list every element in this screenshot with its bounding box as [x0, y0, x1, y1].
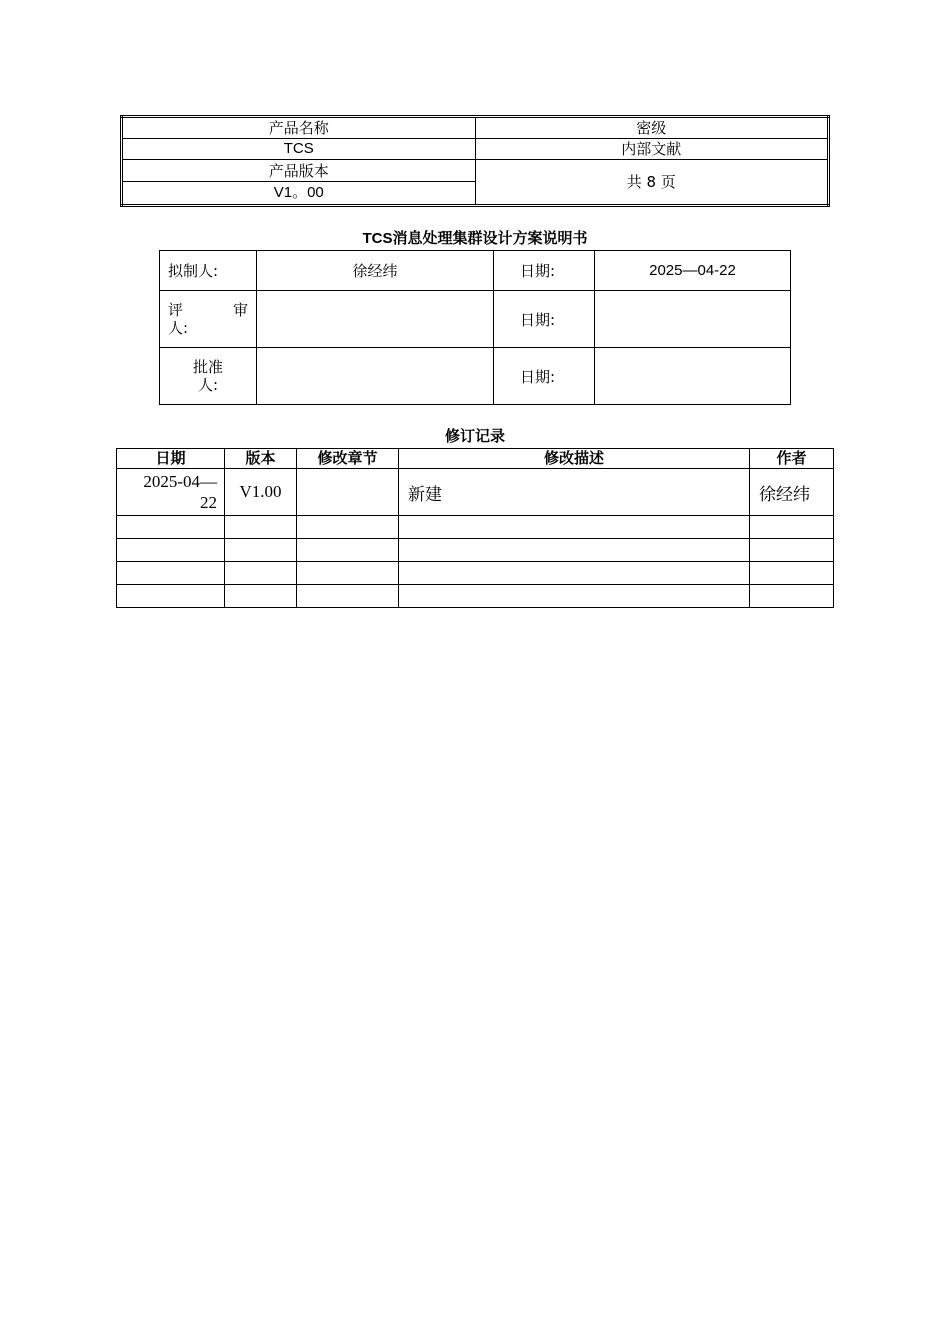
approver-label: [160, 348, 257, 405]
empty-cell: [225, 585, 297, 608]
reviewer-name: [257, 291, 494, 348]
reviewer-label: [160, 291, 257, 348]
revision-header-date: 日期: [117, 449, 225, 469]
approver-date: [595, 348, 791, 405]
product-name-value: TCS: [122, 139, 476, 160]
reviewer-label-part: 评: [168, 301, 184, 319]
empty-cell: [399, 516, 750, 539]
empty-cell: [117, 562, 225, 585]
table-row: [117, 469, 834, 516]
revision-version: V1.00: [225, 469, 297, 516]
revision-date: [117, 469, 225, 516]
empty-cell: [225, 562, 297, 585]
table-row: [117, 516, 834, 539]
empty-cell: [225, 539, 297, 562]
empty-cell: [117, 585, 225, 608]
empty-cell: [117, 516, 225, 539]
revision-header-version: 版本: [225, 449, 297, 469]
revision-date-line: 2025-04—: [143, 472, 217, 491]
empty-cell: [297, 539, 399, 562]
approver-date-label: 日期:: [494, 348, 595, 405]
table-row: [117, 585, 834, 608]
revision-title: 修订记录: [444, 427, 505, 445]
empty-cell: [750, 585, 834, 608]
revision-author: 徐经纬: [750, 469, 834, 516]
empty-cell: [297, 562, 399, 585]
document-title: TCS消息处理集群设计方案说明书: [362, 230, 588, 247]
secrecy-value: 内部文献: [475, 139, 829, 160]
empty-cell: [297, 585, 399, 608]
empty-cell: [750, 562, 834, 585]
page-count: 共 8 页: [475, 160, 829, 206]
reviewer-label-part: 审: [232, 301, 248, 319]
product-name-label: 产品名称: [122, 117, 476, 139]
drafter-date: 2025—04-22: [595, 251, 791, 291]
table-row: [117, 539, 834, 562]
product-version-value: V1。00: [122, 182, 476, 206]
reviewer-date: [595, 291, 791, 348]
revision-chapter: [297, 469, 399, 516]
revision-header-author: 作者: [750, 449, 834, 469]
revision-description: 新建: [399, 469, 750, 516]
table-row: [117, 562, 834, 585]
empty-cell: [297, 516, 399, 539]
empty-cell: [399, 585, 750, 608]
approver-label-part: 批准: [192, 358, 223, 376]
product-version-label: 产品版本: [122, 160, 476, 182]
revision-header-description: 修改描述: [399, 449, 750, 469]
revision-header-chapter: 修改章节: [297, 449, 399, 469]
empty-cell: [117, 539, 225, 562]
secrecy-label: 密级: [475, 117, 829, 139]
approver-label-part: 人:: [197, 376, 219, 394]
reviewer-label-part: 人:: [168, 319, 189, 337]
empty-cell: [750, 539, 834, 562]
signature-table: [159, 250, 791, 405]
empty-cell: [399, 562, 750, 585]
revision-date-line: 22: [200, 493, 217, 512]
empty-cell: [750, 516, 834, 539]
reviewer-date-label: 日期:: [494, 291, 595, 348]
revision-table: [116, 448, 834, 608]
drafter-label: 拟制人:: [160, 251, 257, 291]
drafter-date-label: 日期:: [494, 251, 595, 291]
approver-name: [257, 348, 494, 405]
product-info-table: [120, 115, 830, 207]
empty-cell: [399, 539, 750, 562]
empty-cell: [225, 516, 297, 539]
drafter-name: 徐经纬: [257, 251, 494, 291]
